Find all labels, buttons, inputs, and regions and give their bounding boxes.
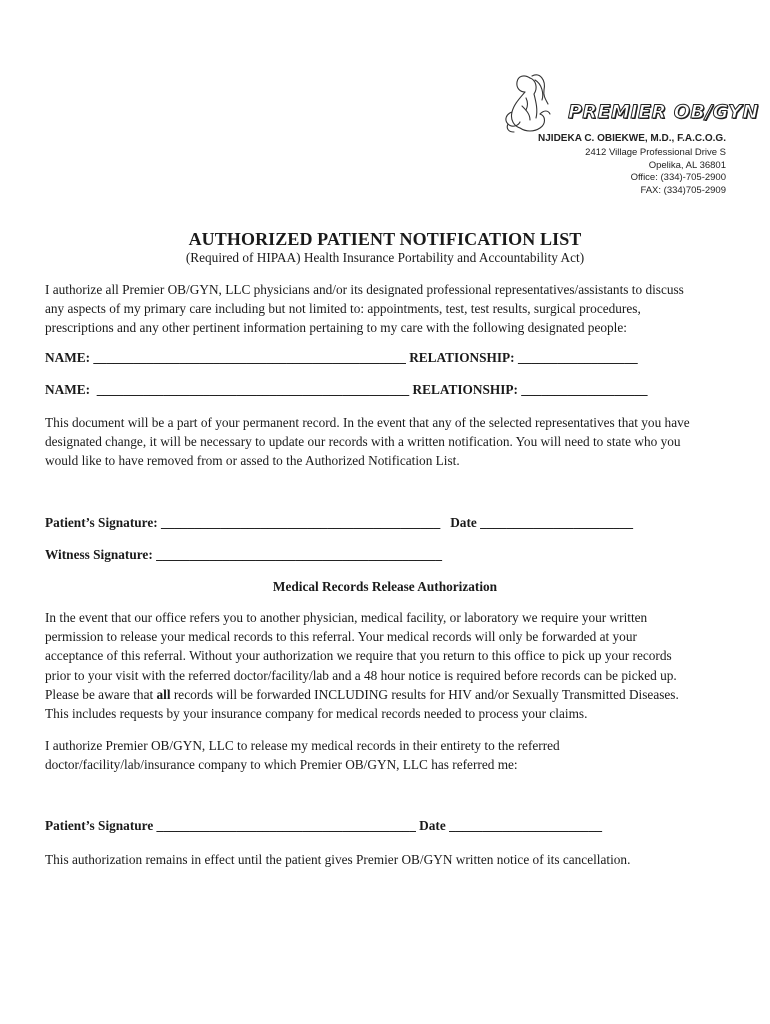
release-paragraph <box>45 608 735 723</box>
physician-name: NJIDEKA C. OBIEKWE, M.D., F.A.C.O.G. <box>538 133 726 144</box>
text-line: any aspects of my primary care including but not limited to: appointments, test, test results, surgical procedures, <box>45 301 641 317</box>
name-row-2 <box>45 382 735 398</box>
permanent-record-paragraph <box>45 413 735 471</box>
logo-figure-icon <box>500 70 552 136</box>
relationship-field-2[interactable]: ___________________ <box>521 382 648 397</box>
brand-name: PREMIER OB/GYN <box>568 101 759 123</box>
text-line: Please be aware that <box>45 686 157 702</box>
patient-signature-field-1[interactable]: __________________________________________ <box>160 515 441 530</box>
text-line: I authorize Premier OB/GYN, LLC to release my medical records in their entirety to the referred <box>45 738 560 753</box>
text-line: prescriptions and any other pertinent information pertaining to my care with the following designated people: <box>45 320 627 336</box>
release-authorize-paragraph <box>45 736 735 774</box>
patient-signature-row-2 <box>45 818 735 834</box>
authorization-paragraph <box>45 280 735 338</box>
text-line: designated change, it will be necessary to update our records with a written notification. You will need to state who you <box>45 434 681 450</box>
relationship-label: RELATIONSHIP: <box>409 382 522 397</box>
patient-signature-label: Patient’s Signature: <box>45 515 161 530</box>
witness-signature-field[interactable]: ___________________________________________ <box>156 547 442 562</box>
patient-signature-field-2[interactable]: _______________________________________ <box>156 818 416 833</box>
text-line: This authorization remains in effect until the patient gives Premier OB/GYN written notice of its cancellation. <box>45 852 631 867</box>
name-field-2[interactable]: _______________________________________________ <box>96 382 410 397</box>
date-label: Date <box>440 515 481 530</box>
name-field-1[interactable]: _______________________________________________ <box>93 350 406 365</box>
date-field-2[interactable]: _______________________ <box>449 818 602 833</box>
text-line: permission to release your medical records to this referral. Your medical records will only be forwarded at your <box>45 629 637 645</box>
text-line: prior to your visit with the referred doctor/facility/lab and a 48 hour notice is required before records can be picked up. <box>45 667 677 683</box>
name-row-1 <box>45 350 735 366</box>
office-phone: Office: (334)-705-2900 <box>630 172 726 184</box>
date-label: Date <box>415 818 450 833</box>
relationship-field-1[interactable]: __________________ <box>517 350 638 365</box>
text-line: doctor/facility/lab/insurance company to which Premier OB/GYN, LLC has referred me: <box>45 757 518 773</box>
name-label: NAME: <box>45 350 94 365</box>
letterhead-address <box>538 133 726 197</box>
witness-signature-label: Witness Signature: <box>45 547 157 562</box>
relationship-label: RELATIONSHIP: <box>405 350 518 365</box>
page-subtitle: (Required of HIPAA) Health Insurance Portability and Accountability Act) <box>185 250 585 265</box>
text-line: This document will be a part of your permanent record. In the event that any of the selected representatives that you have <box>45 415 690 430</box>
text-line: acceptance of this referral. Without your authorization we require that you return to this office to pick up your records <box>45 648 672 664</box>
text-line: In the event that our office refers you to another physician, medical facility, or laboratory we require your written <box>45 610 648 625</box>
text-line: I authorize all Premier OB/GYN, LLC physicians and/or its designated professional representatives/assistants to discuss <box>45 282 684 297</box>
release-heading: Medical Records Release Authorization <box>272 579 498 594</box>
page-title: AUTHORIZED PATIENT NOTIFICATION LIST <box>188 229 582 249</box>
emphasis-all: all <box>156 686 171 702</box>
witness-signature-row <box>45 547 735 563</box>
closing-paragraph <box>45 850 735 869</box>
fax-number: FAX: (334)705-2909 <box>640 184 726 196</box>
address-line-1: 2412 Village Professional Drive S <box>585 147 726 159</box>
text-line: records will be forwarded INCLUDING results for HIV and/or Sexually Transmitted Diseases. <box>170 686 679 702</box>
name-label: NAME: <box>45 382 97 397</box>
address-line-2: Opelika, AL 36801 <box>648 159 726 171</box>
patient-signature-label: Patient’s Signature <box>45 818 157 833</box>
text-line: would like to have removed from or assed to the Authorized Notification List. <box>45 453 460 469</box>
text-line: This includes requests by your insurance company for medical records needed to process your claims. <box>45 706 588 722</box>
patient-signature-row-1 <box>45 515 735 531</box>
date-field-1[interactable]: _______________________ <box>480 515 634 530</box>
